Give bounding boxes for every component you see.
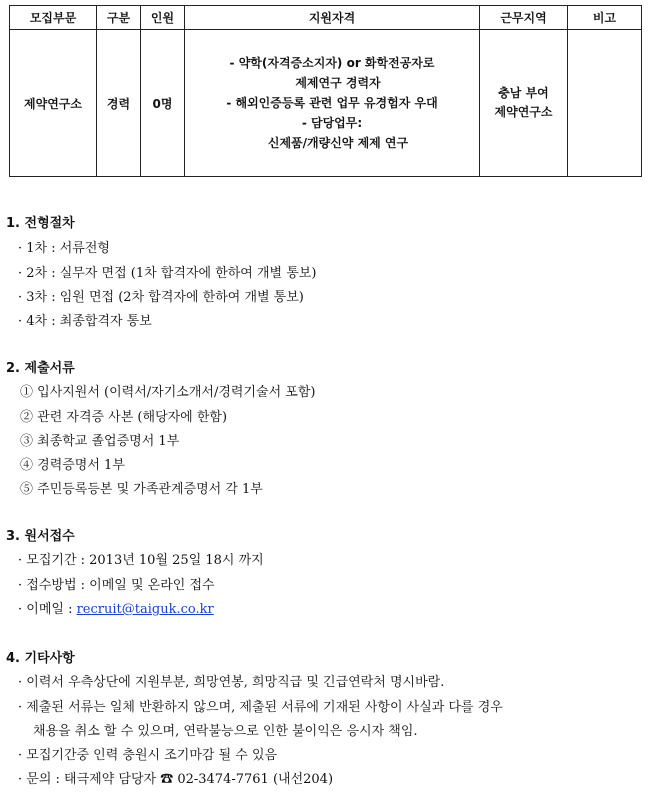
header-type: 구분 [97, 6, 141, 30]
list-item: · 이력서 우측상단에 지원부분, 희망연봉, 희망직급 및 긴급연락처 명시바람. [18, 675, 445, 690]
list-item: ④ 경력증명서 1부 [20, 458, 125, 473]
section-title-documents: 2. 제출서류 [6, 361, 75, 376]
job-posting-table [9, 5, 642, 177]
list-item: · 모집기간 : 2013년 10월 25일 18시 까지 [18, 553, 264, 568]
table-row [10, 30, 642, 177]
cell-location [480, 30, 568, 177]
header-department: 모집부문 [10, 6, 97, 30]
qualification-line: - 해외인증등록 관련 업무 유경험자 우대 [226, 96, 438, 110]
qualification-line: 제제연구 경력자 [295, 76, 381, 90]
list-item: · 1차 : 서류전형 [18, 241, 110, 256]
email-link[interactable]: recruit@taiguk.co.kr [76, 602, 214, 617]
section-title-selection-process: 1. 전형절차 [6, 216, 75, 231]
list-item: · 3차 : 임원 면접 (2차 합격자에 한하여 개별 통보) [18, 290, 304, 305]
section-title-other-notes: 4. 기타사항 [6, 651, 75, 666]
cell-department: 제약연구소 [10, 30, 97, 177]
qualification-line: - 약학(자격증소지자) or 화학전공자로 [229, 56, 435, 70]
list-item: ① 입사지원서 (이력서/자기소개서/경력기술서 포함) [20, 385, 316, 400]
header-note: 비고 [568, 6, 642, 30]
qualification-line: 신제품/개량신약 제제 연구 [267, 136, 409, 150]
cell-qualifications [185, 30, 480, 177]
list-item: · 2차 : 실무자 면접 (1차 합격자에 한하여 개별 통보) [18, 266, 317, 281]
header-location: 근무지역 [480, 6, 568, 30]
list-item: ② 관련 자격증 사본 (해당자에 한함) [20, 410, 228, 425]
list-item: · 모집기간중 인력 충원시 조기마감 될 수 있음 [18, 748, 278, 763]
list-item: ⑤ 주민등록등본 및 가족관계증명서 각 1부 [20, 482, 263, 497]
list-item: ③ 최종학교 졸업증명서 1부 [20, 434, 180, 449]
list-item-email [18, 598, 214, 617]
qualification-line: - 담당업무: [301, 116, 363, 130]
list-item: · 4차 : 최종합격자 통보 [18, 314, 152, 329]
list-item-contact: · 문의 : 태극제약 담당자 ☎ 02-3474-7761 (내선204) [18, 772, 334, 787]
email-label: · 이메일 : [18, 602, 77, 617]
table-header-row [10, 6, 642, 30]
section-title-application: 3. 원서접수 [6, 529, 75, 544]
cell-count: 0명 [141, 30, 185, 177]
list-item: · 접수방법 : 이메일 및 온라인 접수 [18, 578, 215, 593]
list-item: · 제출된 서류는 일체 반환하지 않으며, 제출된 서류에 기재된 사항이 사실과 다를 경우 [18, 700, 503, 715]
cell-note [568, 30, 642, 177]
header-qualifications: 지원자격 [185, 6, 480, 30]
location-line: 충남 부여 [498, 86, 549, 100]
list-item-continuation: 채용을 취소 할 수 있으며, 연락불능으로 인한 불이익은 응시자 책임. [33, 724, 418, 739]
header-count: 인원 [141, 6, 185, 30]
cell-type: 경력 [97, 30, 141, 177]
location-line: 제약연구소 [494, 105, 553, 119]
